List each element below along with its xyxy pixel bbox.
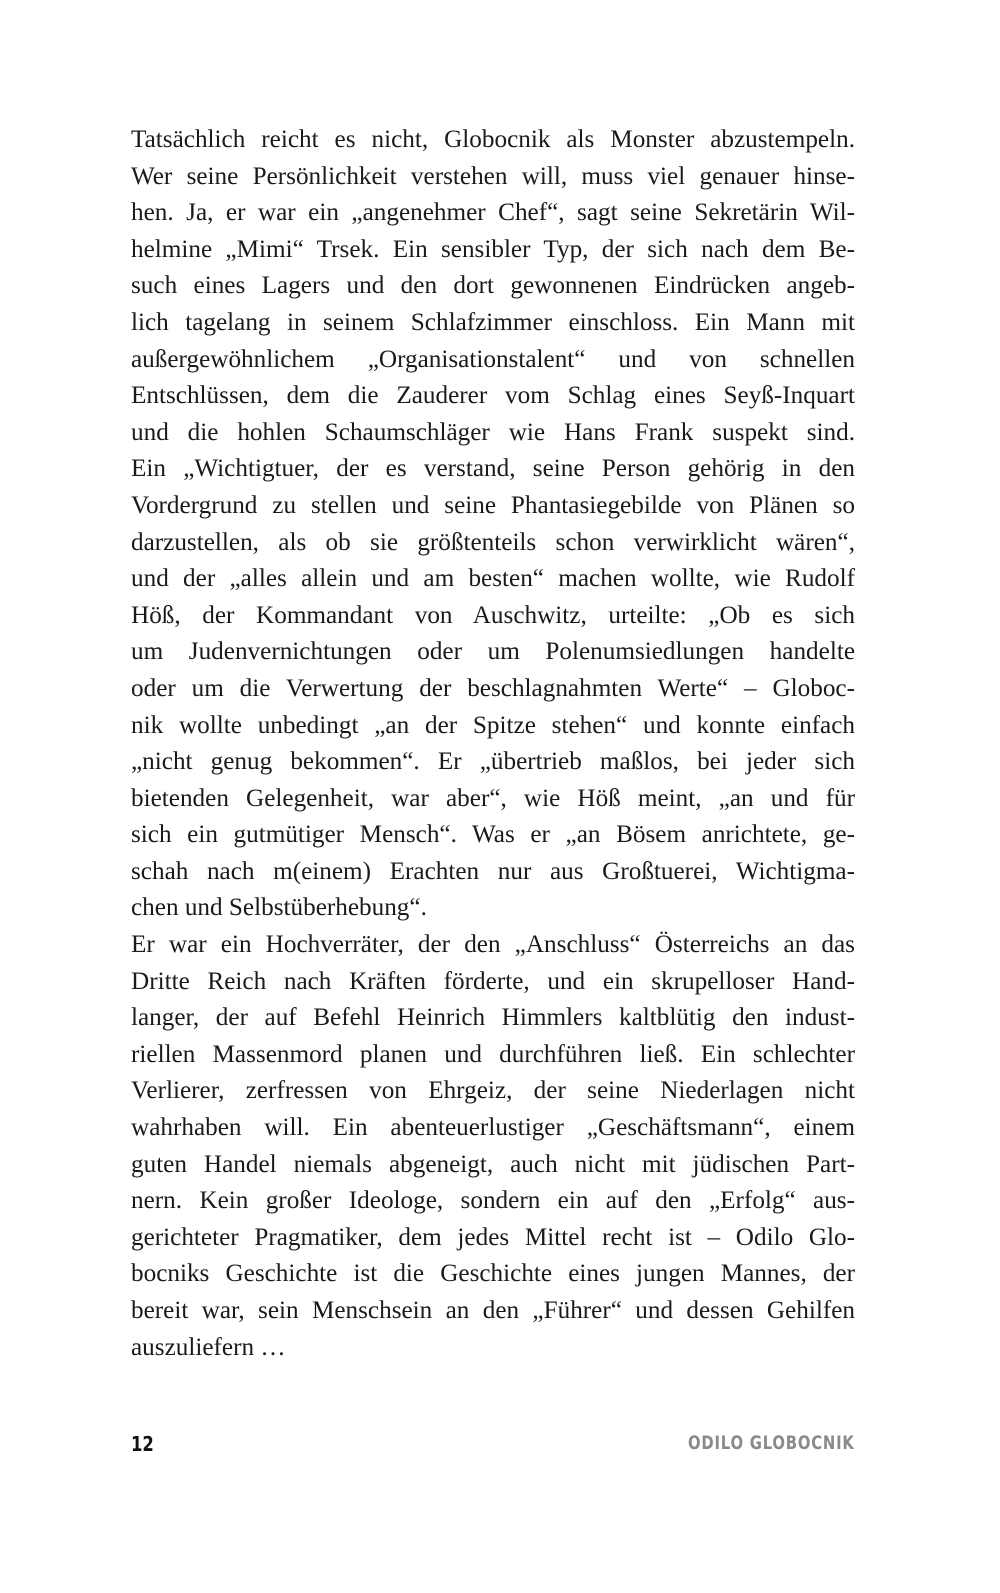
text-line: chen und Selbstüberhebung“. bbox=[131, 894, 427, 922]
text-line: wahrhaben will. Ein abenteuerlustiger „Geschäftsmann“, einem bbox=[131, 1114, 855, 1142]
paragraph-2 bbox=[131, 927, 855, 1366]
page-footer bbox=[131, 1432, 855, 1462]
text-line: Ein „Wichtigtuer, der es verstand, seine Person gehörig in den bbox=[131, 455, 855, 483]
text-line: Wer seine Persönlichkeit verstehen will, muss viel genauer hinse- bbox=[131, 162, 855, 190]
text-line: Tatsächlich reicht es nicht, Globocnik als Monster abzustempeln. bbox=[131, 126, 855, 153]
text-line: Verlierer, zerfressen von Ehrgeiz, der seine Niederlagen nicht bbox=[131, 1077, 855, 1105]
text-line: langer, der auf Befehl Heinrich Himmlers kaltblütig den indust- bbox=[131, 1004, 855, 1032]
text-line: Dritte Reich nach Kräften förderte, und ein skrupelloser Hand- bbox=[131, 967, 855, 995]
text-line: Er war ein Hochverräter, der den „Anschluss“ Österreichs an das bbox=[131, 931, 855, 959]
paragraph-1 bbox=[131, 122, 855, 927]
text-line: nik wollte unbedingt „an der Spitze stehen“ und konnte einfach bbox=[131, 711, 855, 739]
text-line: bocniks Geschichte ist die Geschichte eines jungen Mannes, der bbox=[131, 1260, 855, 1288]
text-line: such eines Lagers und den dort gewonnenen Eindrücken angeb- bbox=[131, 272, 855, 300]
running-head: ODILO GLOBOCNIK bbox=[688, 1432, 855, 1454]
text-line: guten Handel niemals abgeneigt, auch nicht mit jüdischen Part- bbox=[131, 1150, 855, 1178]
text-line: gerichteter Pragmatiker, dem jedes Mittel recht ist – Odilo Glo- bbox=[131, 1223, 855, 1251]
text-line: helmine „Mimi“ Trsek. Ein sensibler Typ, der sich nach dem Be- bbox=[131, 235, 855, 263]
text-line: Entschlüssen, dem die Zauderer vom Schlag eines Seyß-Inquart bbox=[131, 382, 855, 410]
text-line: riellen Massenmord planen und durchführen ließ. Ein schlechter bbox=[131, 1040, 855, 1068]
text-line: nern. Kein großer Ideologe, sondern ein auf den „Erfolg“ aus- bbox=[131, 1187, 855, 1215]
text-line: und die hohlen Schaumschläger wie Hans Frank suspekt sind. bbox=[131, 418, 855, 446]
body-text bbox=[131, 122, 855, 1366]
text-line: außergewöhnlichem „Organisationstalent“ und von schnellen bbox=[131, 345, 855, 373]
text-line: darzustellen, als ob sie größtenteils schon verwirklicht wären“, bbox=[131, 528, 855, 556]
text-line: schah nach m(einem) Erachten nur aus Großtuerei, Wichtigma- bbox=[131, 857, 855, 885]
text-line: bietenden Gelegenheit, war aber“, wie Höß meint, „an und für bbox=[131, 784, 855, 812]
text-line: „nicht genug bekommen“. Er „übertrieb maßlos, bei jeder sich bbox=[131, 748, 855, 776]
text-line: Höß, der Kommandant von Auschwitz, urteilte: „Ob es sich bbox=[131, 601, 855, 629]
page-number: 12 bbox=[131, 1432, 154, 1456]
text-line: bereit war, sein Menschsein an den „Führer“ und dessen Gehilfen bbox=[131, 1297, 855, 1324]
text-line: Vordergrund zu stellen und seine Phantasiegebilde von Plänen so bbox=[131, 491, 855, 519]
text-line: lich tagelang in seinem Schlafzimmer einschloss. Ein Mann mit bbox=[131, 308, 855, 336]
text-line: hen. Ja, er war ein „angenehmer Chef“, sagt seine Sekretärin Wil- bbox=[131, 199, 855, 227]
text-line: sich ein gutmütiger Mensch“. Was er „an Bösem anrichtete, ge- bbox=[131, 821, 855, 849]
text-line: und der „alles allein und am besten“ machen wollte, wie Rudolf bbox=[131, 565, 855, 593]
text-line: oder um die Verwertung der beschlagnahmten Werte“ – Globoc- bbox=[131, 674, 855, 702]
text-line: um Judenvernichtungen oder um Polenumsiedlungen handelte bbox=[131, 638, 855, 666]
text-line: auszuliefern … bbox=[131, 1333, 286, 1361]
